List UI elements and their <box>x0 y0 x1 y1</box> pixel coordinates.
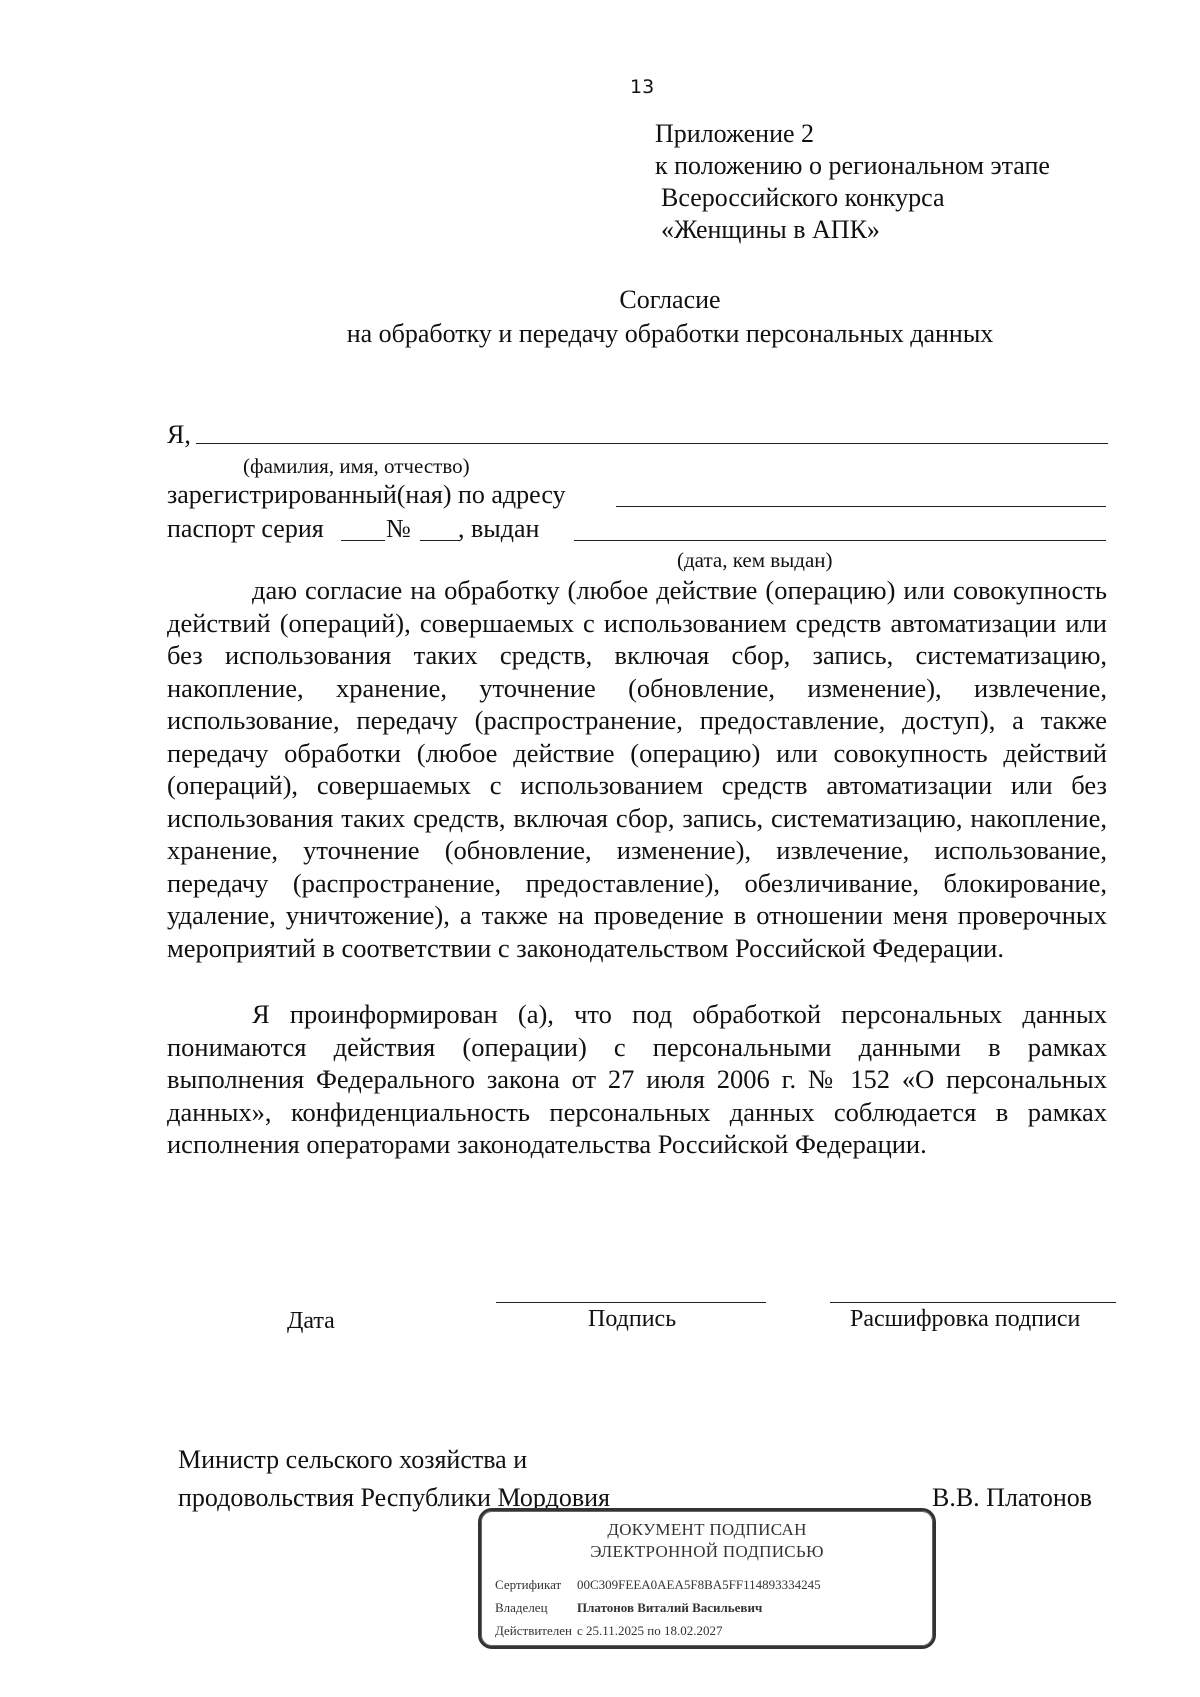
appendix-line-4: «Женщины в АПК» <box>661 215 880 244</box>
document-title: Согласие <box>619 285 721 314</box>
consent-paragraph: даю согласие на обработку (любое действие (операцию) или совокупность действий (операций), совершаемых с использованием средств автоматизации или без использования таких средств, включая сбор, запись, систематизацию, накопление, хранение, уточнение (обновление, изменение), извлечение, использование, передачу (распространение, предоставление, доступ), а также передачу обработки (любое действие (операцию) или совокупность действий (операций), совершаемых с использованием средств автоматизации или без использования таких средств, включая сбор, запись, систематизацию, накопление, хранение, уточнение (обновление, изменение), извлечение, использование, передачу (распространение, предоставление), обезличивание, блокирование, удаление, уничтожение), а также на проведение в отношении меня проверочных мероприятий в соответствии с законодательством Российской Федерации. <box>167 575 1107 963</box>
minister-title-line-2: продовольствия Республики Мордовия <box>178 1483 610 1512</box>
stamp-heading-2: ЭЛЕКТРОННОЙ ПОДПИСЬЮ <box>590 1542 824 1561</box>
stamp-certificate-label: Сертификат <box>495 1577 562 1592</box>
stamp-owner-value: Платонов Виталий Васильевич <box>577 1600 763 1615</box>
passport-issued-label: , выдан <box>458 514 540 543</box>
document-subtitle: на обработку и передачу обработки персональных данных <box>346 319 994 348</box>
passport-series-label: паспорт серия <box>167 514 324 543</box>
i-label: Я, <box>167 420 191 449</box>
passport-number-label: № <box>386 514 411 543</box>
signature-line[interactable] <box>496 1302 766 1303</box>
issued-hint: (дата, кем выдан) <box>677 548 833 572</box>
stamp-validity-label: Действителен <box>495 1623 572 1638</box>
stamp-owner-label: Владелец <box>495 1600 548 1615</box>
passport-number-field[interactable] <box>420 540 460 541</box>
fio-field[interactable] <box>196 443 1108 444</box>
fio-hint: (фамилия, имя, отчество) <box>243 454 470 478</box>
stamp-certificate-value: 00C309FEEA0AEA5F8BA5FF114893334245 <box>577 1577 821 1592</box>
appendix-header <box>655 118 1050 246</box>
appendix-line-1: Приложение 2 <box>655 119 815 148</box>
stamp-validity-row <box>495 1623 723 1639</box>
signature-decode-line[interactable] <box>830 1302 1116 1303</box>
signature-decode-label: Расшифровка подписи <box>850 1306 1081 1332</box>
appendix-line-2: к положению о региональном этапе <box>655 151 1050 180</box>
stamp-owner-row <box>495 1600 762 1616</box>
stamp-validity-value: с 25.11.2025 по 18.02.2027 <box>577 1623 723 1638</box>
address-label: зарегистрированный(ная) по адресу <box>167 480 566 509</box>
address-field[interactable] <box>616 506 1106 507</box>
appendix-line-3: Всероссийского конкурса <box>661 183 945 212</box>
date-label: Дата <box>287 1308 335 1334</box>
information-paragraph: Я проинформирован (а), что под обработкой персональных данных понимаются действия (операции) с персональными данными в рамках выполнения Федерального закона от 27 июля 2006 г. № 152 «О персональных данных», конфиденциальность персональных данных соблюдается в рамках исполнения операторами законодательства Российской Федерации. <box>167 999 1107 1159</box>
stamp-certificate-row <box>495 1577 821 1593</box>
page-number: 13 <box>630 76 655 98</box>
electronic-signature-stamp <box>478 1508 936 1649</box>
minister-name: В.В. Платонов <box>932 1483 1093 1512</box>
signature-label: Подпись <box>588 1306 677 1332</box>
stamp-heading-1: ДОКУМЕНТ ПОДПИСАН <box>607 1520 807 1539</box>
passport-series-field[interactable] <box>341 540 385 541</box>
minister-title-line-1: Министр сельского хозяйства и <box>178 1445 528 1474</box>
passport-issued-field[interactable] <box>574 540 1106 541</box>
